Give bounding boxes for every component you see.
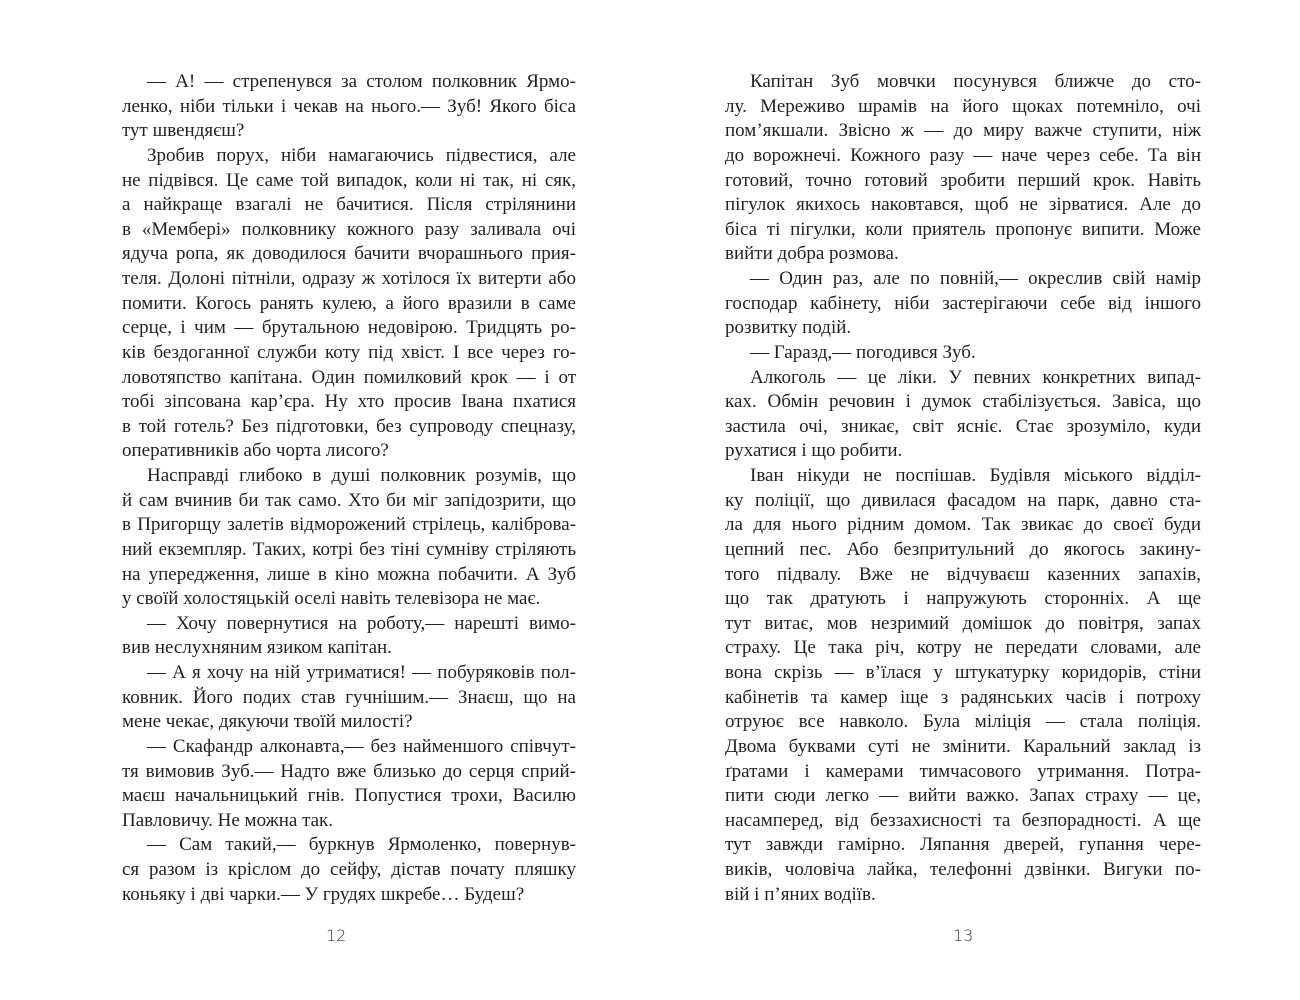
- text-line: Павловичу. Не можна так.: [122, 809, 334, 831]
- text-line: маєш начальницький гнів. Попустися трохи, Василю: [122, 785, 576, 807]
- text-line: — Сам такий,— буркнув Ярмоленко, повернув-: [147, 834, 576, 856]
- text-line: готовий, точно готовий зробити перший крок. Навіть: [725, 169, 1201, 191]
- text-line: на упередження, лише в кіно можна побачити. А Зуб: [122, 563, 576, 585]
- text-line: пити сюди легко — вийти важко. Запах страху — це,: [725, 785, 1201, 807]
- text-line: тобі зіпсована кар’єра. Ну хто просив Івана пхатися: [122, 391, 576, 413]
- text-line: пігулок якихось наковтався, щоб не зірватися. Але до: [725, 194, 1201, 216]
- text-line: — А я хочу на ній утриматися! — побуряковів пол-: [147, 662, 576, 683]
- text-line: мене чекає, дякуючи твоїй милості?: [122, 711, 413, 733]
- text-line: розвитку подій.: [725, 317, 852, 339]
- text-line: до ворожнечі. Кожного разу — наче через себе. Та він: [725, 144, 1201, 166]
- text-line: Насправді глибоко в душі полковник розумів, що: [147, 465, 576, 486]
- paragraph: [122, 735, 576, 834]
- text-line: тя вимовив Зуб.— Надто вже близько до серця сприй-: [122, 760, 576, 782]
- text-line: страху. Це така річ, котру не передати словами, але: [725, 637, 1201, 659]
- text-line: рухатися і що робити.: [725, 440, 903, 462]
- text-line: ленко, ніби тільки і чекав на нього.— Зуб! Якого біса: [122, 95, 576, 117]
- paragraph: [122, 464, 576, 612]
- text-line: теля. Долоні пітніли, одразу ж хотілося їх витерти або: [122, 268, 576, 289]
- text-line: ках. Обмін речовин і думок стабілізується. Завіса, що: [725, 391, 1201, 413]
- paragraph: [725, 341, 1201, 366]
- left-page-text: [122, 70, 576, 907]
- paragraph: [122, 144, 576, 464]
- text-line: тут завжди гамірно. Ляпання дверей, гупання чере-: [725, 834, 1201, 856]
- text-line: вийти добра розмова.: [725, 243, 899, 265]
- text-line: ся разом із кріслом до сейфу, дістав почату пляшку: [122, 859, 576, 880]
- text-line: серце, і чим — брутальною недовірою. Тридцять ро-: [122, 317, 576, 339]
- paragraph: [725, 464, 1201, 907]
- text-line: в той готель? Без підготовки, без супроводу спецназу,: [122, 415, 576, 437]
- text-line: не підвівся. Це саме той випадок, коли ні так, ні сяк,: [122, 169, 576, 191]
- text-line: насамперед, від беззахисності та безпорадності. А ще: [725, 809, 1201, 831]
- text-line: біса ті пігулки, коли приятель пропонує випити. Може: [725, 218, 1201, 240]
- text-line: а найкраще взагалі не бачитися. Після стрілянини: [122, 194, 576, 216]
- text-line: тут швендяєш?: [122, 120, 245, 142]
- text-line: Зробив порух, ніби намагаючись підвестися, але: [147, 144, 576, 166]
- text-line: ла для нього рідним домом. Так звикає до своєї буди: [725, 514, 1201, 536]
- text-line: господар кабінету, ніби застерігаючи себе від іншого: [725, 292, 1201, 314]
- paragraph: [725, 70, 1201, 267]
- paragraph: [122, 612, 576, 661]
- right-page-text: [725, 70, 1201, 907]
- text-line: в «Мембері» полковнику кожного разу заливала очі: [122, 218, 576, 240]
- paragraph: [122, 661, 576, 735]
- text-line: виків, чоловіча лайка, телефонні дзвінки. Вигуки по-: [725, 859, 1201, 880]
- text-line: кабінетів та камер іще з радянських часів і потроху: [725, 686, 1201, 708]
- text-line: й сам вчинив би так само. Хто би міг запідозрити, що: [122, 489, 576, 511]
- text-line: ків бездоганної служби коту під хвіст. І все через го-: [122, 341, 576, 363]
- text-line: помити. Когось ранять кулею, а його вразили в саме: [122, 292, 576, 314]
- text-line: пом’якшали. Звісно ж — до миру важче ступити, ніж: [725, 120, 1201, 142]
- text-line: ловотяпство капітана. Один помилковий крок — і от: [122, 366, 576, 388]
- paragraph: [725, 267, 1201, 341]
- text-line: ний екземпляр. Таких, котрі без тіні сумніву стріляють: [122, 538, 576, 560]
- text-line: — А! — стрепенувся за столом полковник Ярмо-: [147, 71, 576, 92]
- text-line: Двома буквами суті не змінити. Каральний заклад із: [725, 735, 1201, 757]
- text-line: коньяку і дві чарки.— У грудях шкребе… Будеш?: [122, 883, 525, 905]
- text-line: ковник. Його подих став гучнішим.— Знаєш, що на: [122, 686, 576, 708]
- text-line: — Скафандр алконавта,— без найменшого співчут-: [147, 735, 576, 757]
- text-line: вій і п’яних водіїв.: [725, 883, 876, 905]
- text-line: тут витає, мов незримий домішок до повітря, запах: [725, 612, 1201, 634]
- text-line: Капітан Зуб мовчки посунувся ближче до сто-: [750, 71, 1201, 92]
- page-number-right: 13: [953, 926, 974, 945]
- text-line: цепний пес. Або безпритульний до якогось закину-: [725, 538, 1201, 560]
- text-line: оперативників або чорта лисого?: [122, 440, 389, 462]
- text-line: лу. Мереживо шрамів на його щоках потемніло, очі: [725, 95, 1201, 117]
- text-line: у своїй холостяцькій оселі навіть телевізора не має.: [122, 588, 541, 610]
- text-line: що так дратують і напружують сторонніх. А ще: [725, 588, 1201, 610]
- text-line: — Хочу повернутися на роботу,— нарешті вимо-: [147, 612, 576, 634]
- text-line: отруює все навколо. Була міліція — стала поліція.: [725, 711, 1201, 733]
- text-line: застила очі, зникає, світ ясніє. Стає зрозуміло, куди: [725, 415, 1201, 437]
- text-line: Іван нікуди не поспішав. Будівля міського відділ-: [750, 465, 1201, 486]
- text-line: ку поліції, що дивилася фасадом на парк, давно ста-: [725, 489, 1201, 511]
- text-line: ядуча ропа, як доводилося бачити вчорашнього прия-: [122, 243, 576, 265]
- paragraph: [122, 833, 576, 907]
- page-number-left: 12: [326, 926, 347, 945]
- text-line: того підвалу. Вже не відчуваєш казенних запахів,: [725, 563, 1201, 585]
- text-line: вив неслухняним язиком капітан.: [122, 637, 392, 659]
- text-line: Алкоголь — це ліки. У певних конкретних випад-: [750, 366, 1201, 388]
- text-line: в Пригорщу залетів відморожений стрілець, каліброва-: [122, 514, 576, 536]
- text-line: — Один раз, але по повній,— окреслив свій намір: [750, 268, 1201, 289]
- paragraph: [122, 70, 576, 144]
- text-line: ґратами і камерами тимчасового утримання. Потра-: [725, 760, 1201, 782]
- text-line: вона скрізь — в’їлася у штукатурку коридорів, стіни: [725, 662, 1201, 683]
- paragraph: [725, 366, 1201, 465]
- text-line: — Гаразд,— погодився Зуб.: [750, 341, 976, 363]
